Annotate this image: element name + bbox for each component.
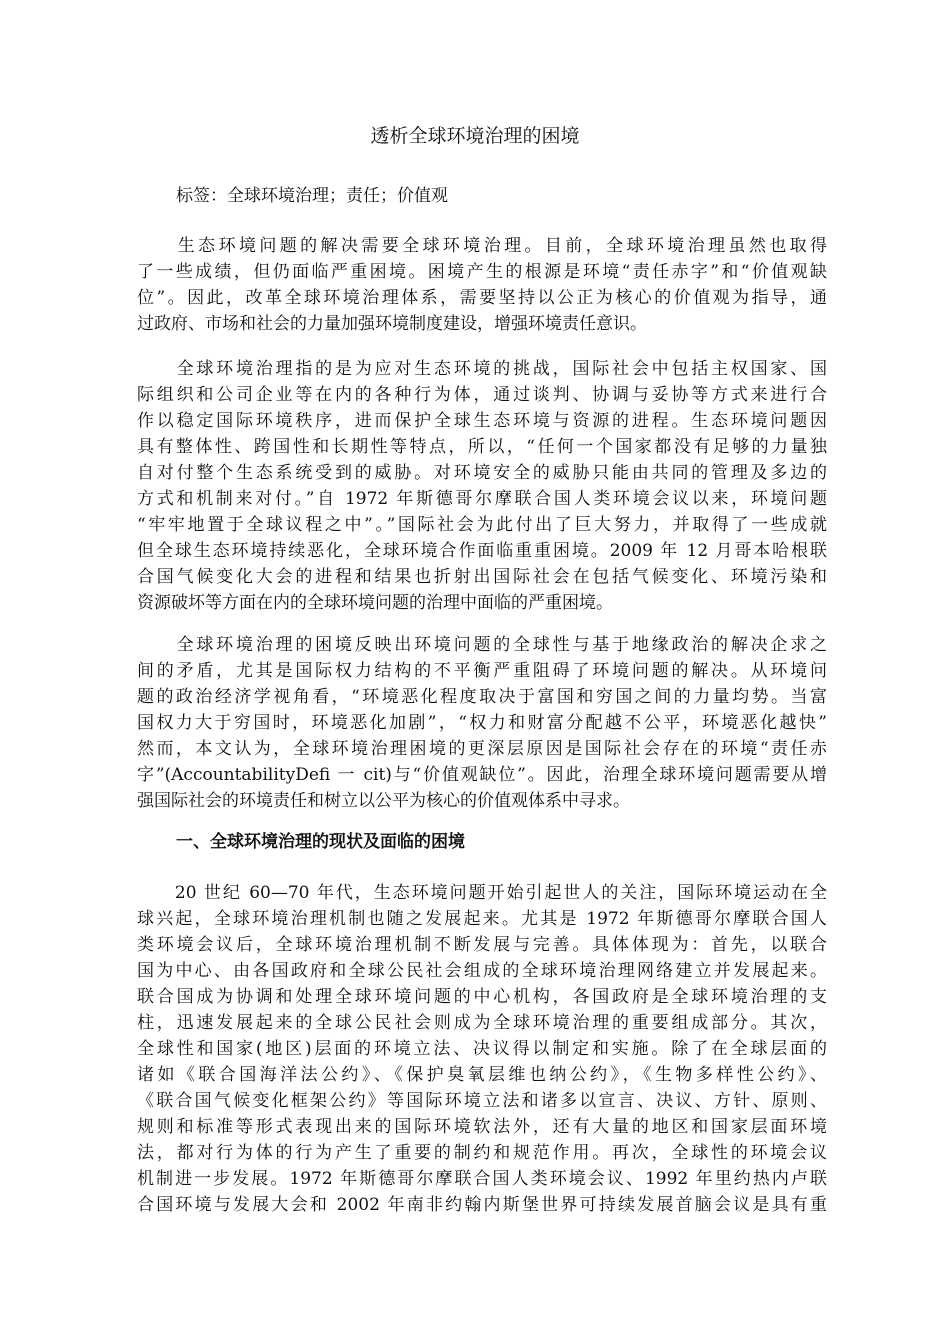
body-paragraph-3 [137, 880, 827, 1218]
text-line: 全球环境治理指的是为应对生态环境的挑战，国际社会中包括主权国家、国 [137, 359, 827, 379]
text-line: 过政府、市场和社会的力量加强环境制度建设，增强环境责任意识。 [137, 314, 647, 334]
keywords-line: 标签：全球环境治理；责任；价值观 [176, 186, 448, 206]
body-paragraph-1 [137, 356, 827, 616]
text-line: 全球环境治理的困境反映出环境问题的全球性与基于地缘政治的解决企求之 [137, 635, 827, 655]
text-line: 但全球生态环境持续恶化，全球环境合作面临重重困境。2009 年 12 月哥本哈根联 [137, 541, 827, 561]
text-line: 具有整体性、跨国性和长期性等特点，所以，“任何一个国家都没有足够的力量独 [137, 437, 827, 457]
text-line: 强国际社会的环境责任和树立以公平为核心的价值观体系中寻求。 [137, 791, 630, 811]
text-line: 自对付整个生态系统受到的威胁。对环境安全的威胁只能由共同的管理及多边的 [137, 463, 827, 483]
section-heading: 一、全球环境治理的现状及面临的困境 [176, 832, 465, 852]
text-line: 法，都对行为体的行为产生了重要的制约和规范作用。再次，全球性的环境会议 [137, 1143, 827, 1163]
text-line: 作以稳定国际环境秩序，进而保护全球生态环境与资源的进程。生态环境问题因 [137, 411, 827, 431]
text-line: 际组织和公司企业等在内的各种行为体，通过谈判、协调与妥协等方式来进行合 [137, 385, 827, 405]
page-title: 透析全球环境治理的困境 [370, 125, 580, 147]
text-line: 球兴起，全球环境治理机制也随之发展起来。尤其是 1972 年斯德哥尔摩联合国人 [137, 909, 827, 929]
text-line: 生态环境问题的解决需要全球环境治理。目前，全球环境治理虽然也取得 [137, 236, 827, 256]
text-line: 题的政治经济学视角看，“环境恶化程度取决于富国和穷国之间的力量均势。当富 [137, 687, 827, 707]
text-line: 《联合国气候变化框架公约》等国际环境立法和诸多以宣言、决议、方针、原则、 [137, 1091, 827, 1111]
text-line: 20 世纪 60—70 年代，生态环境问题开始引起世人的关注，国际环境运动在全 [137, 883, 827, 903]
text-line: 字”(AccountabilityDefi 一 cit)与“价值观缺位”。因此，治理全球环境问题需要从增 [137, 765, 827, 785]
text-line: 全球性和国家(地区)层面的环境立法、决议得以制定和实施。除了在全球层面的 [137, 1039, 827, 1059]
text-line: 方式和机制来对付。”自 1972 年斯德哥尔摩联合国人类环境会议以来，环境问题 [137, 489, 827, 509]
text-line: 了一些成绩，但仍面临严重困境。困境产生的根源是环境“责任赤字”和“价值观缺 [137, 262, 827, 282]
text-line: 资源破坏等方面在内的全球环境问题的治理中面临的严重困境。 [137, 593, 613, 613]
abstract-paragraph [137, 233, 827, 337]
text-line: 联合国成为协调和处理全球环境问题的中心机构，各国政府是全球环境治理的支 [137, 987, 827, 1007]
text-line: “牢牢地置于全球议程之中”。”国际社会为此付出了巨大努力，并取得了一些成就 [137, 515, 827, 535]
text-line: 合国环境与发展大会和 2002 年南非约翰内斯堡世界可持续发展首脑会议是具有重 [137, 1195, 827, 1215]
text-line: 然而，本文认为，全球环境治理困境的更深层原因是国际社会存在的环境“责任赤 [137, 739, 827, 759]
text-line: 国为中心、由各国政府和全球公民社会组成的全球环境治理网络建立并发展起来。 [137, 961, 827, 981]
text-line: 位”。因此，改革全球环境治理体系，需要坚持以公正为核心的价值观为指导，通 [137, 288, 827, 308]
text-line: 机制进一步发展。1972 年斯德哥尔摩联合国人类环境会议、1992 年里约热内卢联 [137, 1169, 827, 1189]
text-line: 国权力大于穷国时，环境恶化加剧”，“权力和财富分配越不公平，环境恶化越快” [137, 713, 827, 733]
text-line: 合国气候变化大会的进程和结果也折射出国际社会在包括气候变化、环境污染和 [137, 567, 827, 587]
text-line: 诸如《联合国海洋法公约》、《保护臭氧层维也纳公约》，《生物多样性公约》、 [137, 1065, 827, 1085]
text-line: 规则和标准等形式表现出来的国际环境软法外，还有大量的地区和国家层面环境 [137, 1117, 827, 1137]
body-paragraph-2 [137, 632, 827, 814]
text-line: 柱，迅速发展起来的全球公民社会则成为全球环境治理的重要组成部分。其次， [137, 1013, 827, 1033]
text-line: 类环境会议后，全球环境治理机制不断发展与完善。具体体现为：首先，以联合 [137, 935, 827, 955]
text-line: 间的矛盾，尤其是国际权力结构的不平衡严重阻碍了环境问题的解决。从环境问 [137, 661, 827, 681]
